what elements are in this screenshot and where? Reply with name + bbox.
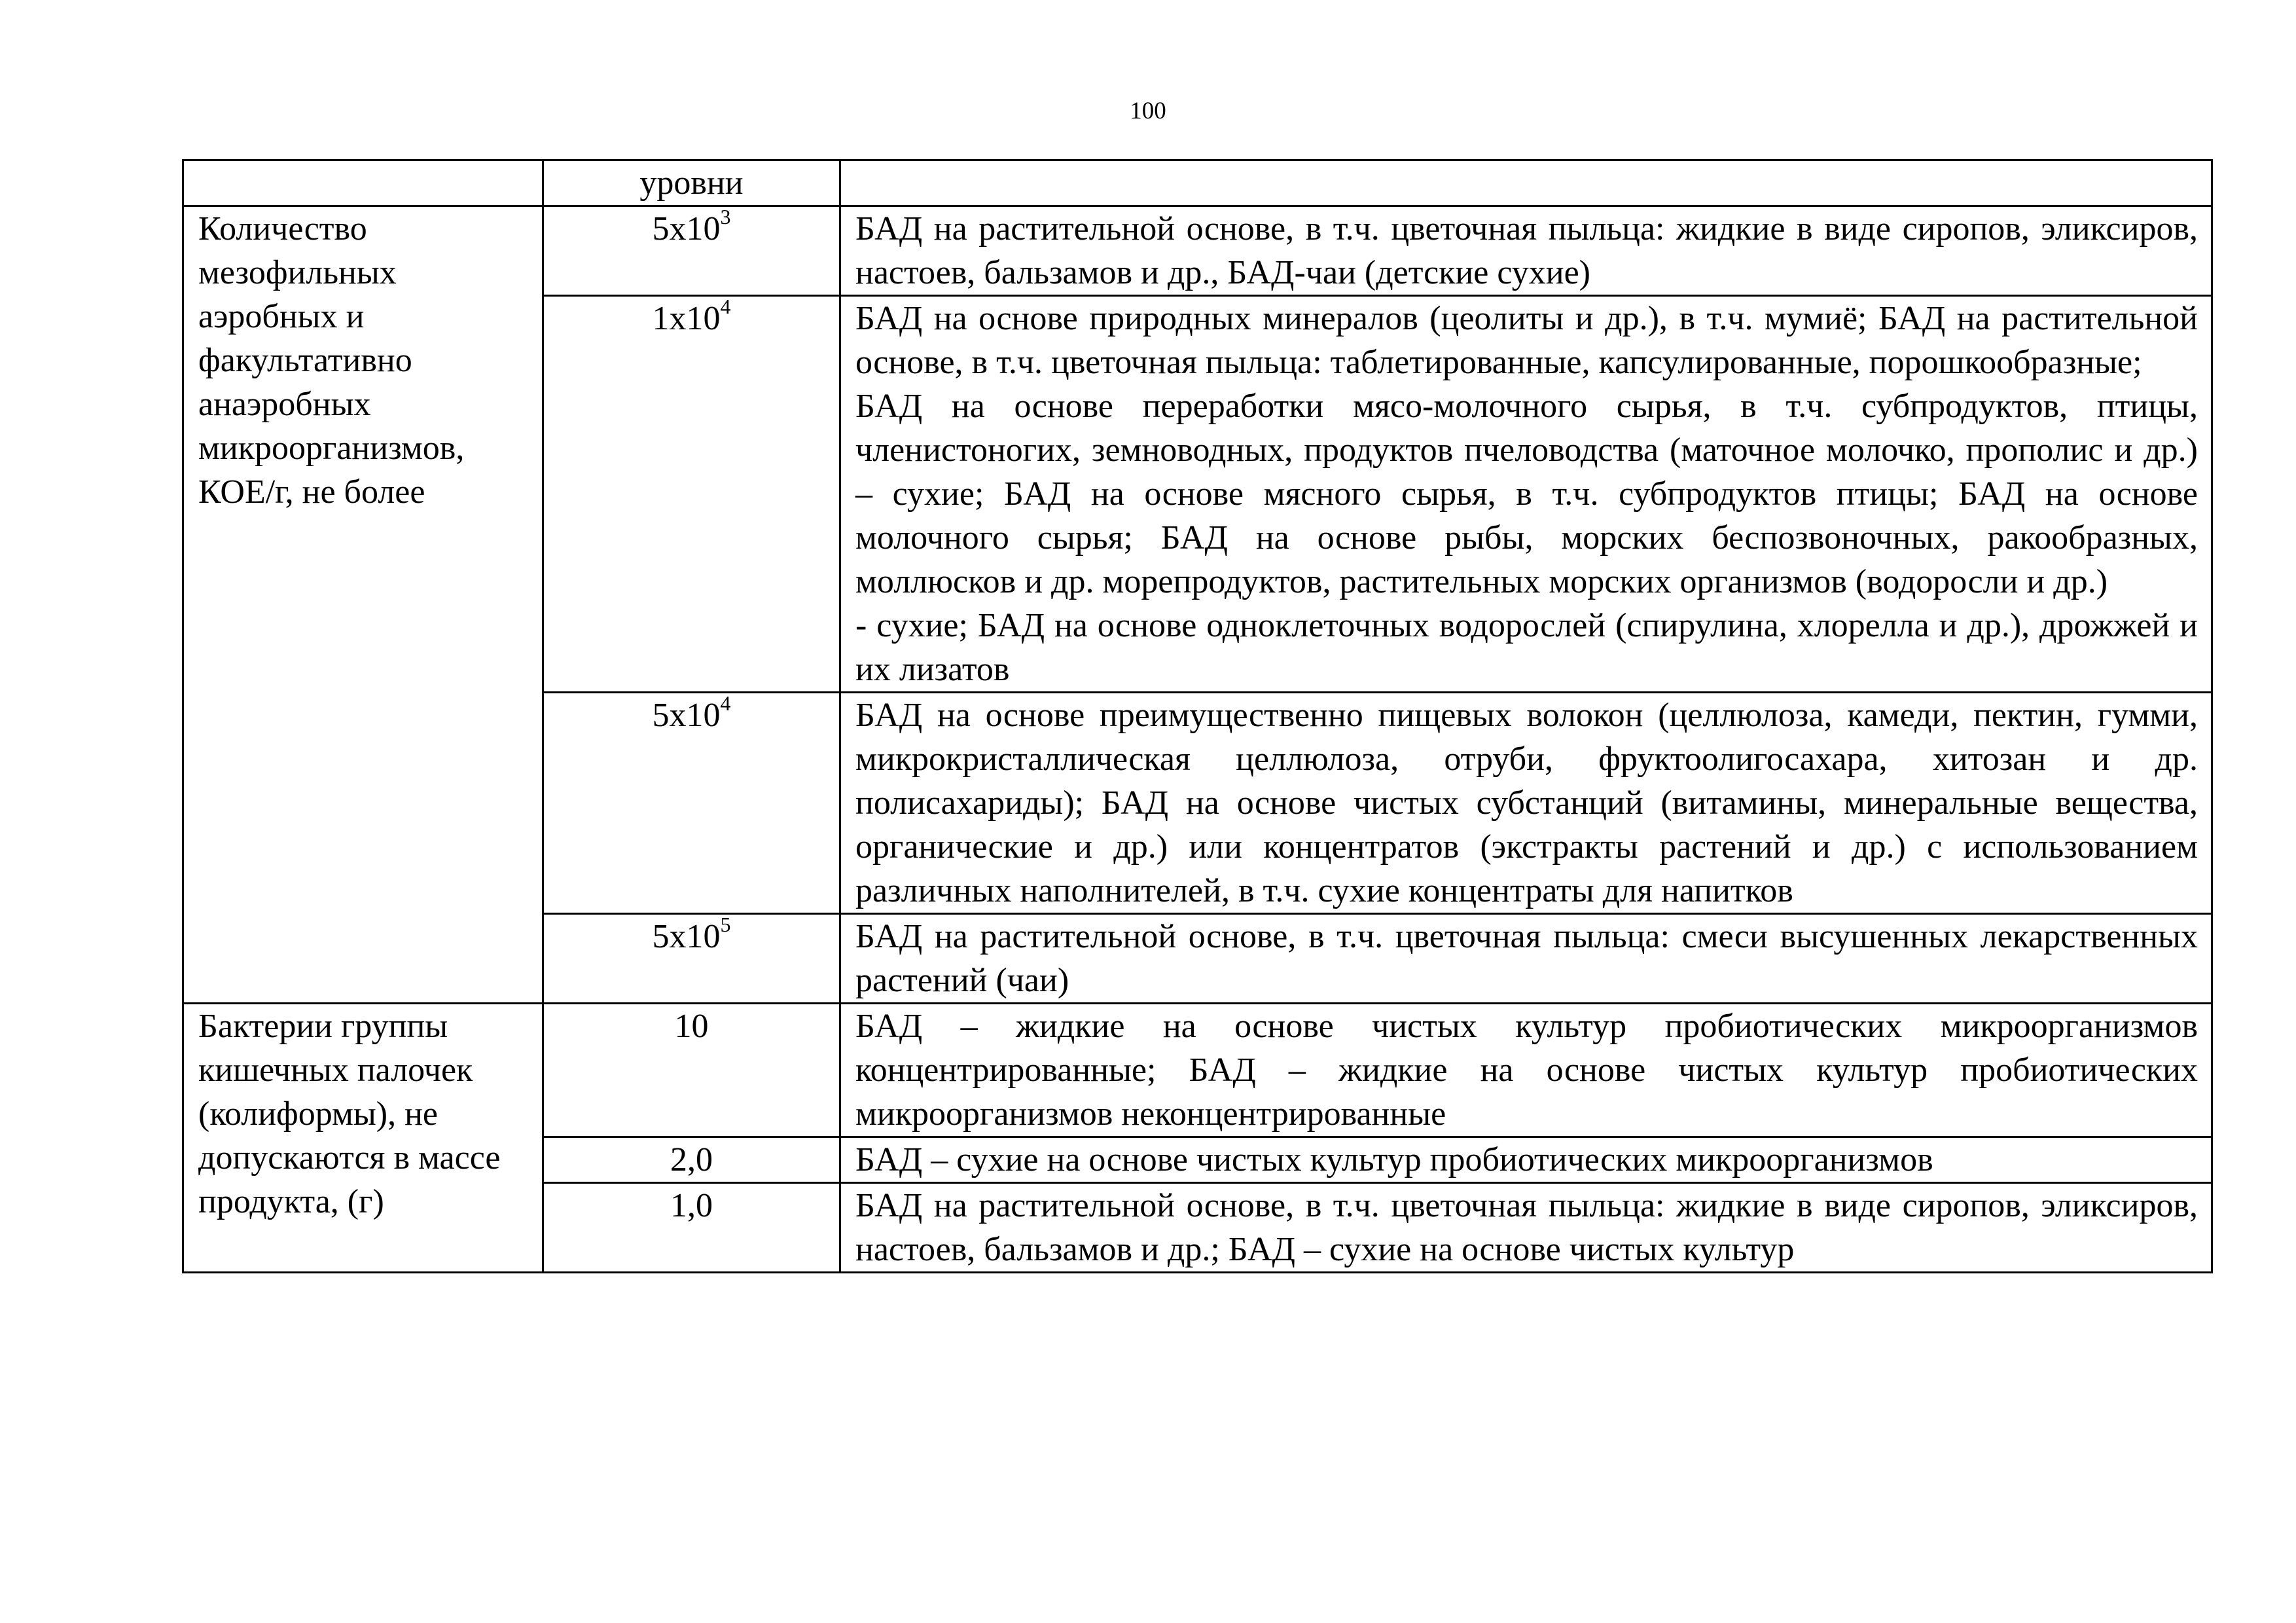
level-exponent: 3 <box>720 205 731 228</box>
level-cell <box>543 914 840 1004</box>
level-base: 1,0 <box>670 1187 713 1224</box>
header-cell-products <box>840 160 2212 206</box>
indicator-cell: Бактерии группы кишечных палочек (колиформы), не допускаются в массе продукта, (г) <box>183 1004 543 1273</box>
level-base: 5х10 <box>652 918 721 955</box>
level-exponent: 4 <box>720 295 731 318</box>
header-cell-levels: уровни <box>543 160 840 206</box>
table-row <box>183 206 2212 296</box>
products-cell <box>840 1137 2212 1183</box>
level-cell <box>543 1004 840 1137</box>
products-cell <box>840 1183 2212 1273</box>
products-cell <box>840 1004 2212 1137</box>
page-number: 100 <box>1130 98 1166 124</box>
requirements-table <box>182 159 2213 1273</box>
products-cell <box>840 206 2212 296</box>
products-text: БАД на основе природных минералов (цеолиты и др.), в т.ч. мумиё; БАД на растительной основе, в т.ч. цветочная пыльца: таблетированные, капсулированные, порошкообразные; <box>855 300 2198 381</box>
level-base: 1х10 <box>652 300 721 337</box>
products-cell <box>840 296 2212 693</box>
level-cell <box>543 206 840 296</box>
level-exponent: 5 <box>720 913 731 936</box>
products-text: БАД на растительной основе, в т.ч. цветочная пыльца: жидкие в виде сиропов, эликсиров, настоев, бальзамов и др.; БАД – сухие на основе чистых культур <box>855 1187 2198 1268</box>
products-text: БАД на растительной основе, в т.ч. цветочная пыльца: жидкие в виде сиропов, эликсиров, настоев, бальзамов и др., БАД-чаи (детские сухие) <box>855 210 2198 291</box>
header-cell-indicator <box>183 160 543 206</box>
table-row <box>183 160 2212 206</box>
products-text: БАД на основе преимущественно пищевых волокон (целлюлоза, камеди, пектин, гумми, микрокристаллическая целлюлоза, отруби, фруктоолигосахара, хитозан и др. полисахариды); БАД на основе чистых субстанций (витамины, минеральные вещества, органические и др.) или концентратов (экстракты растений и др.) с использованием различных наполнителей, в т.ч. сухие концентраты для напитков <box>855 697 2198 909</box>
products-cell <box>840 693 2212 914</box>
level-cell <box>543 1137 840 1183</box>
products-text: БАД на основе переработки мясо-молочного сырья, в т.ч. субпродуктов, птицы, членистоногих, земноводных, продуктов пчеловодства (маточное молочко, прополис и др.) – сухие; БАД на основе мясного сырья, в т.ч. субпродуктов птицы; БАД на основе молочного сырья; БАД на основе рыбы, морских беспозвоночных, ракообразных, моллюсков и др. морепродуктов, растительных морских организмов (водоросли и др.) <box>855 388 2198 600</box>
products-cell <box>840 914 2212 1004</box>
level-exponent: 4 <box>720 691 731 715</box>
level-cell <box>543 296 840 693</box>
level-base: 5х10 <box>652 697 721 734</box>
table-row <box>183 1004 2212 1137</box>
indicator-cell: Количество мезофильных аэробных и факультативно анаэробных микроорганизмов, КОЕ/г, не более <box>183 206 543 1004</box>
products-text: БАД – жидкие на основе чистых культур пробиотических микроорганизмов концентрированные; БАД – жидкие на основе чистых культур пробиотических микроорганизмов неконцентрированные <box>855 1008 2198 1133</box>
level-base: 10 <box>674 1008 709 1045</box>
products-text: - сухие; БАД на основе одноклеточных водорослей (спирулина, хлорелла и др.), дрожжей и их лизатов <box>855 607 2198 688</box>
products-text: БАД на растительной основе, в т.ч. цветочная пыльца: смеси высушенных лекарственных растений (чаи) <box>855 918 2198 999</box>
level-base: 5х10 <box>652 210 721 247</box>
products-text: БАД – сухие на основе чистых культур пробиотических микроорганизмов <box>855 1141 1933 1178</box>
level-cell <box>543 693 840 914</box>
level-base: 2,0 <box>670 1141 713 1178</box>
level-cell <box>543 1183 840 1273</box>
